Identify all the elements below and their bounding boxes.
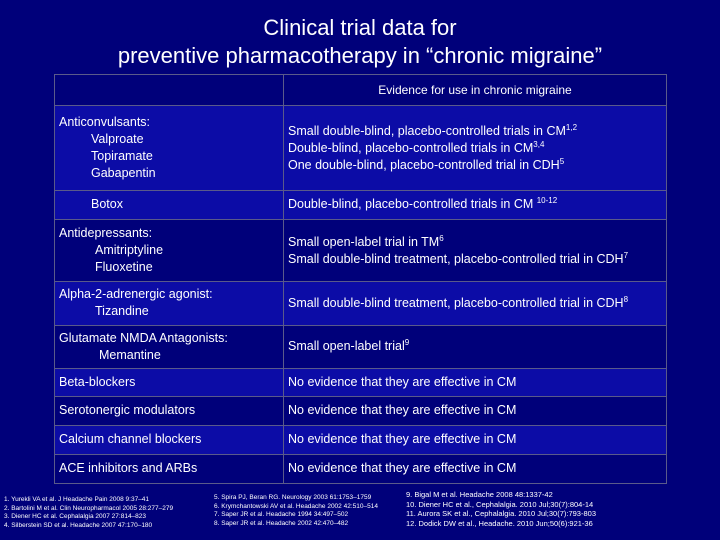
evidence-cell bbox=[284, 454, 667, 483]
reference: 5. Spira PJ, Beran RG. Neurology 2003 61:1753–1759 bbox=[214, 494, 372, 501]
drug-class-label: ACE inhibitors and ARBs bbox=[59, 461, 198, 476]
evidence-cell bbox=[284, 425, 667, 454]
table-header-row bbox=[55, 75, 667, 106]
drug-name: Tizandine bbox=[95, 304, 149, 319]
evidence-line: One double-blind, placebo-controlled trial in CDH$^5$ bbox=[288, 156, 565, 172]
drug-class-cell bbox=[55, 425, 284, 454]
drug-class-cell bbox=[55, 282, 284, 325]
header-empty-cell bbox=[55, 75, 284, 106]
reference: 9. Bigal M et al. Headache 2008 48:1337-42 bbox=[406, 490, 553, 499]
drug-class-label: Calcium channel blockers bbox=[59, 432, 202, 447]
references-col-2 bbox=[214, 494, 404, 528]
evidence-table bbox=[54, 74, 667, 484]
drug-name: Amitriptyline bbox=[95, 243, 164, 258]
reference: 7. Saper JR et al. Headache 1994 34:497–502 bbox=[214, 511, 349, 518]
evidence-cell bbox=[284, 219, 667, 281]
drug-name: Gabapentin bbox=[91, 166, 156, 181]
drug-class-label: Antidepressants: bbox=[59, 226, 153, 241]
evidence-cell bbox=[284, 369, 667, 397]
table-row bbox=[55, 325, 667, 368]
drug-name: Botox bbox=[91, 197, 123, 212]
title-line-2: preventive pharmacotherapy in “chronic migraine” bbox=[117, 43, 603, 68]
evidence-line: No evidence that they are effective in CM bbox=[288, 375, 517, 390]
reference: 1. Yurekli VA et al. J Headache Pain 2008 9:37–41 bbox=[4, 496, 150, 503]
drug-class-cell bbox=[55, 190, 284, 219]
header-evidence: Evidence for use in chronic migraine bbox=[284, 75, 667, 106]
evidence-cell bbox=[284, 106, 667, 191]
drug-class-cell bbox=[55, 325, 284, 368]
table-row bbox=[55, 219, 667, 281]
evidence-line: Small double-blind treatment, placebo-controlled trial in CDH$^7$ bbox=[288, 250, 629, 266]
table-row bbox=[55, 369, 667, 397]
drug-class-label: Beta-blockers bbox=[59, 375, 136, 390]
reference: 10. Diener HC et al., Cephalalgia. 2010 Jul;30(7):804-14 bbox=[406, 499, 594, 509]
reference: 2. Bartolini M et al. Clin Neuropharmacol 2005 28:277–279 bbox=[4, 504, 174, 512]
drug-class-label: Anticonvulsants: bbox=[59, 115, 151, 130]
evidence-line: No evidence that they are effective in CM bbox=[288, 461, 517, 476]
table-row bbox=[55, 106, 667, 191]
evidence-cell bbox=[284, 397, 667, 426]
evidence-cell bbox=[284, 282, 667, 325]
reference: 12. Dodick DW et al., Headache. 2010 Jun;50(6):921-36 bbox=[406, 518, 593, 528]
drug-class-cell bbox=[55, 454, 284, 483]
evidence-line: No evidence that they are effective in CM bbox=[288, 432, 517, 447]
evidence-line: No evidence that they are effective in CM bbox=[288, 403, 517, 418]
table-row bbox=[55, 190, 667, 219]
drug-class-cell bbox=[55, 369, 284, 397]
table-row bbox=[55, 282, 667, 325]
reference: 8. Saper JR et al. Headache 2002 42:470–482 bbox=[214, 519, 349, 527]
evidence-line: Double-blind, placebo-controlled trials in CM $^{10-12}$ bbox=[288, 196, 558, 212]
drug-class-cell bbox=[55, 397, 284, 426]
table-row bbox=[55, 425, 667, 454]
drug-name: Topiramate bbox=[91, 149, 153, 164]
drug-name: Valproate bbox=[91, 132, 144, 147]
reference: 4. Silberstein SD et al. Headache 2007 47:170–180 bbox=[4, 521, 153, 529]
drug-name: Fluoxetine bbox=[95, 260, 153, 275]
evidence-cell bbox=[284, 190, 667, 219]
evidence-line: Small double-blind, placebo-controlled trials in CM$^{1,2}$ bbox=[288, 122, 578, 138]
reference: 6. Krymchantowski AV et al. Headache 2002 42:510–514 bbox=[214, 502, 378, 510]
reference: 3. Diener HC et al. Cephalalgia 2007 27:814–823 bbox=[4, 513, 147, 520]
drug-class-label: Glutamate NMDA Antagonists: bbox=[59, 330, 228, 345]
references-col-1 bbox=[4, 496, 214, 530]
drug-class-label: Alpha-2-adrenergic agonist: bbox=[59, 287, 213, 302]
evidence-line: Double-blind, placebo-controlled trials in CM$^{3,4}$ bbox=[288, 139, 545, 155]
slide-title bbox=[0, 14, 720, 70]
evidence-line: Small open-label trial in $TM^6$ bbox=[288, 233, 444, 249]
reference: 11. Aurora SK et al., Cephalalgia. 2010 Jul;30(7):793-803 bbox=[406, 509, 596, 518]
title-line-1: Clinical trial data for bbox=[263, 15, 457, 40]
evidence-line: Small open-label trial$^9$ bbox=[288, 338, 410, 354]
table-row bbox=[55, 454, 667, 483]
drug-class-cell bbox=[55, 219, 284, 281]
drug-class-cell bbox=[55, 106, 284, 191]
references-col-3 bbox=[406, 490, 718, 528]
evidence-line: Small double-blind treatment, placebo-controlled trial in CDH$^8$ bbox=[288, 294, 629, 310]
evidence-cell bbox=[284, 325, 667, 368]
drug-name: Memantine bbox=[99, 347, 161, 362]
table-row bbox=[55, 397, 667, 426]
drug-class-label: Serotonergic modulators bbox=[59, 403, 196, 418]
